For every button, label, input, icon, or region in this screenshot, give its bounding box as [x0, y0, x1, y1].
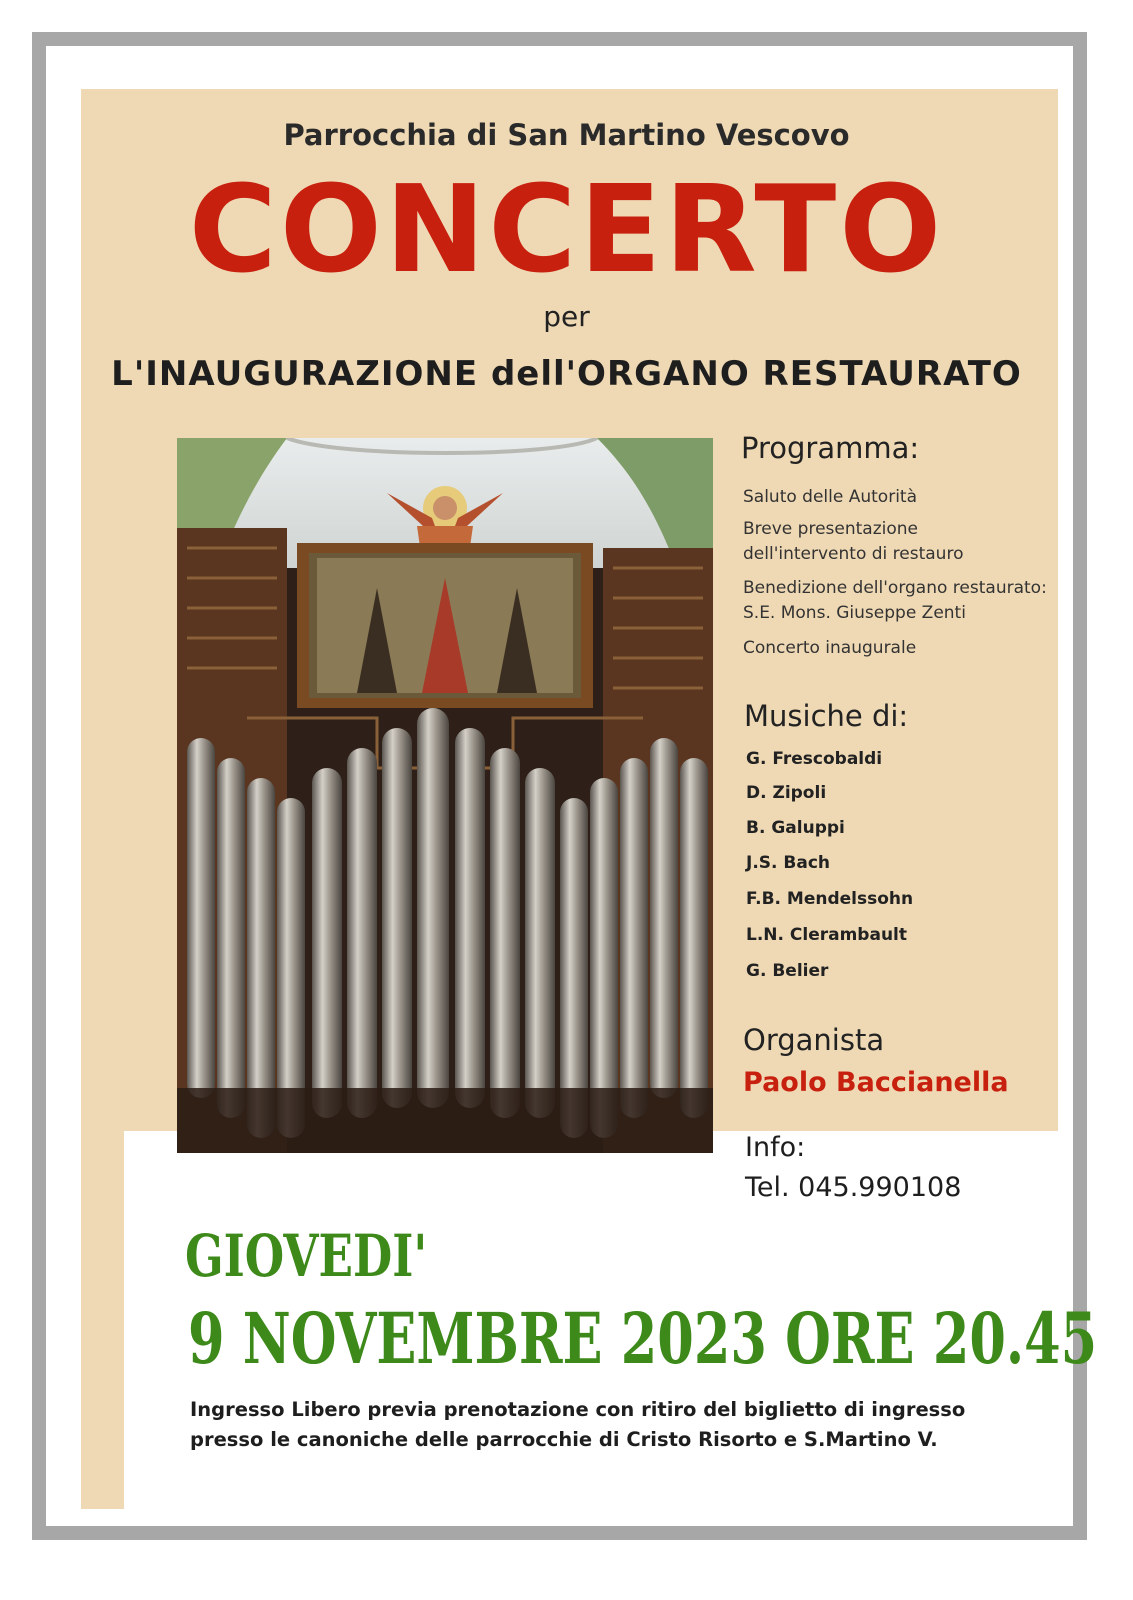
poster-subtitle: L'INAUGURAZIONE dell'ORGANO RESTAURATO — [111, 354, 1022, 394]
program-heading: Programma: — [741, 431, 920, 465]
organist-heading: Organista — [743, 1023, 885, 1057]
beige-strip — [81, 1131, 124, 1509]
music-heading: Musiche di: — [744, 699, 909, 733]
organist-name: Paolo Baccianella — [743, 1067, 1009, 1098]
composer-item: L.N. Clerambault — [746, 925, 907, 945]
composer-item: D. Zipoli — [746, 783, 827, 803]
event-datetime: 9 NOVEMBRE 2023 ORE 20.45 — [188, 1297, 1098, 1380]
info-phone: Tel. 045.990108 — [745, 1172, 962, 1203]
composer-item: B. Galuppi — [746, 818, 845, 838]
composer-item: J.S. Bach — [746, 853, 831, 873]
program-item: Breve presentazione dell'intervento di restauro — [743, 519, 964, 564]
composer-item: G. Frescobaldi — [746, 749, 883, 769]
program-item: Saluto delle Autorità — [743, 487, 918, 507]
entry-note-line: presso le canoniche delle parrocchie di Cristo Risorto e S.Martino V. — [190, 1428, 938, 1451]
composer-item: F.B. Mendelssohn — [746, 889, 914, 909]
title-connector: per — [543, 300, 590, 333]
info-label: Info: — [745, 1132, 806, 1163]
program-item: Benedizione dell'organo restaurato: S.E. Mons. Giuseppe Zenti — [743, 578, 1047, 623]
composer-item: G. Belier — [746, 961, 829, 981]
poster-title: CONCERTO — [188, 161, 945, 300]
entry-note-line: Ingresso Libero previa prenotazione con ritiro del biglietto di ingresso — [190, 1398, 966, 1421]
event-day: GIOVEDI' — [185, 1222, 428, 1290]
program-item: Concerto inaugurale — [743, 638, 917, 658]
organ-illustration — [177, 438, 713, 1153]
organ-photo — [177, 438, 713, 1153]
parish-name: Parrocchia di San Martino Vescovo — [283, 118, 850, 152]
